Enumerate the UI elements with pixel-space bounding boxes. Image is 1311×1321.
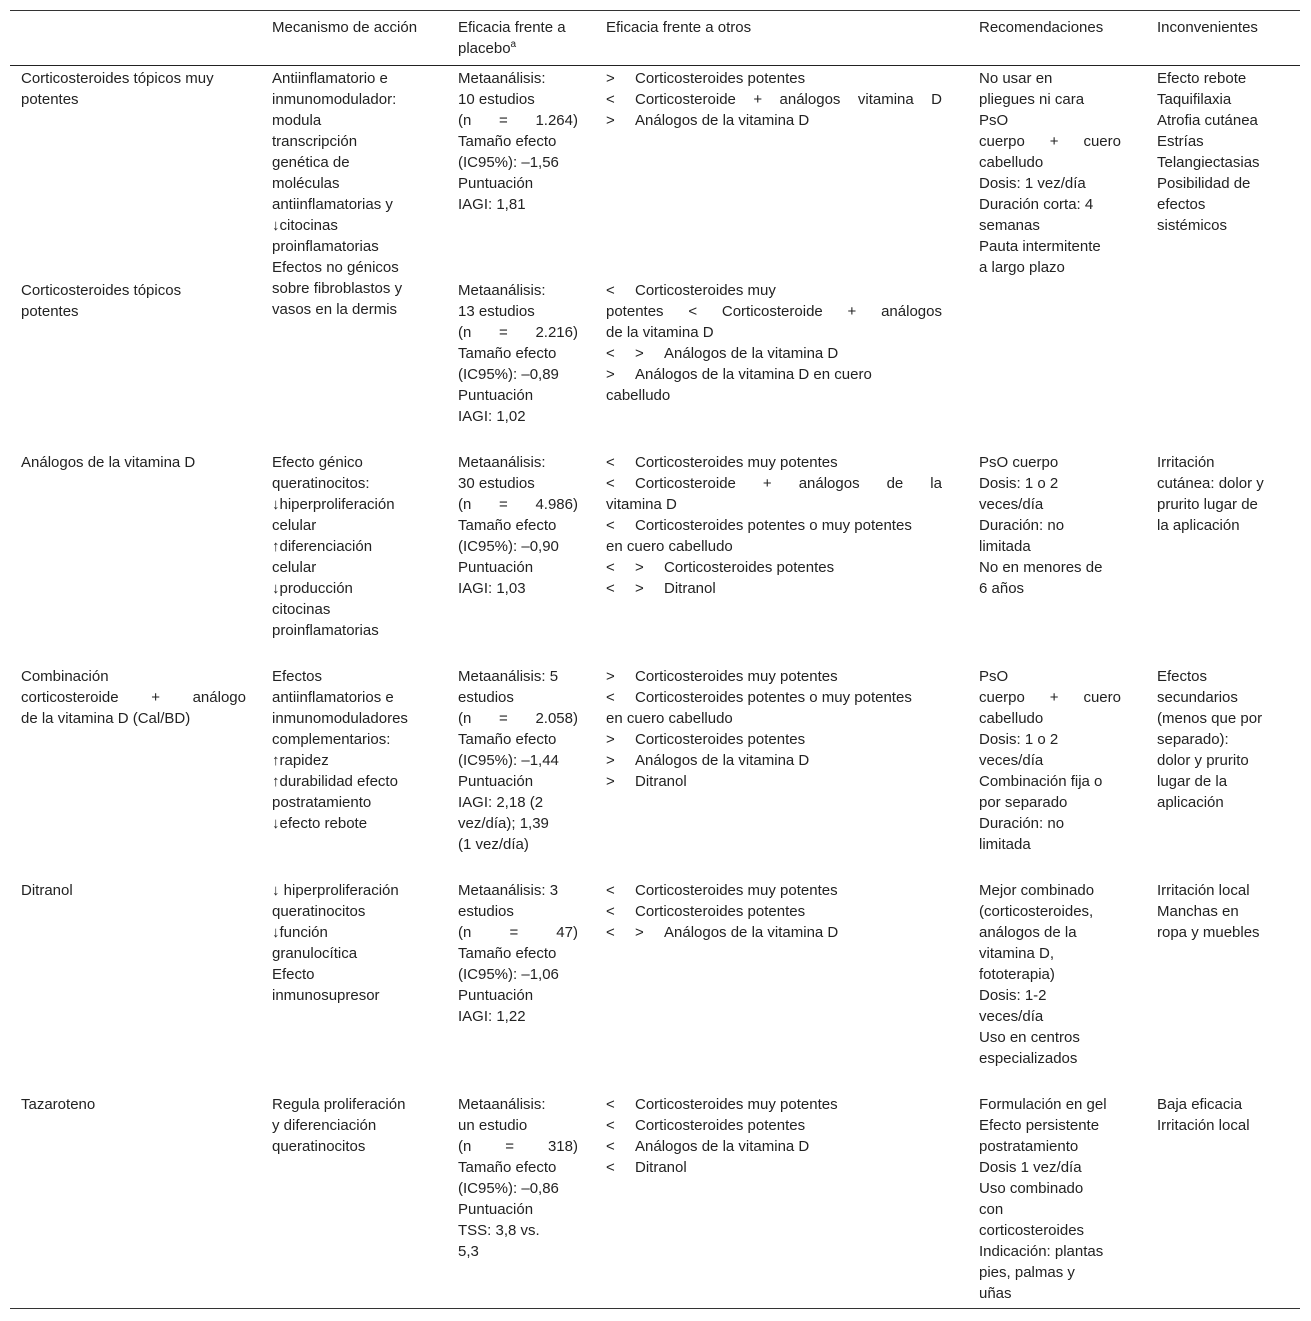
cell-line: IAGI: 1,03 — [458, 580, 526, 597]
cell-line: prurito lugar de — [1157, 496, 1258, 513]
mechanism-cell — [272, 452, 437, 641]
cell-line: ↓hiperproliferación — [272, 496, 395, 513]
comparison-symbol: < — [606, 689, 615, 706]
cell-line: vitamina D, — [979, 945, 1055, 962]
cell-line: inmunomoduladores — [272, 710, 408, 727]
cell-line: genética de — [272, 154, 350, 171]
cell-line: aplicación — [1157, 794, 1224, 811]
cell-line: ↓efecto rebote — [272, 815, 368, 832]
cell-line: un estudio — [458, 1117, 528, 1134]
cell-line: Dosis: 1 o 2 — [979, 475, 1059, 492]
cell-line: de la vitamina D (Cal/BD) — [21, 710, 191, 727]
cell-line: < > Corticosteroides potentes — [606, 559, 835, 576]
cell-line: Dosis: 1 o 2 — [979, 731, 1059, 748]
comparison-symbol: < — [606, 454, 615, 471]
cell-line: corticosteroide + análogo — [21, 689, 246, 706]
cell-line: < > Análogos de la vitamina D — [606, 924, 839, 941]
cell-line: Puntuación — [458, 387, 534, 404]
comparison-symbol: > — [606, 112, 615, 129]
comparison-symbol: > — [635, 580, 644, 597]
cell-line: (n = 2.058) — [458, 710, 578, 727]
cell-line: > Análogos de la vitamina D en cuero — [606, 366, 872, 383]
cell-line: (menos que por — [1157, 710, 1263, 727]
comparison-symbol: < — [606, 282, 615, 299]
cell-line: dolor y prurito — [1157, 752, 1249, 769]
cell-line: cabelludo — [979, 154, 1044, 171]
cell-line: 6 años — [979, 580, 1025, 597]
table-row — [10, 664, 1300, 878]
cell-line: vasos en la dermis — [272, 301, 398, 318]
mechanism-cell — [272, 1094, 437, 1157]
placebo-cell — [458, 280, 578, 427]
cell-line: corticosteroides — [979, 1222, 1085, 1239]
cell-line: Puntuación — [458, 559, 534, 576]
cell-line: queratinocitos — [272, 1138, 366, 1155]
cell-line: Ditranol — [21, 882, 73, 899]
cell-line: TSS: 3,8 vs. — [458, 1222, 540, 1239]
cell-line: Corticosteroides tópicos — [21, 282, 182, 299]
cell-line: > Corticosteroides muy potentes — [606, 668, 838, 685]
others-cell — [606, 666, 942, 792]
cell-line: Dosis: 1 vez/día — [979, 175, 1086, 192]
cell-line: Regula proliferación — [272, 1096, 406, 1113]
cell-line: > Análogos de la vitamina D — [606, 752, 810, 769]
comparison-symbol: < — [606, 1096, 615, 1113]
cell-line: pies, palmas y — [979, 1264, 1075, 1281]
comparison-symbol: < — [606, 517, 615, 534]
comparison-symbol: > — [635, 924, 644, 941]
cell-line: transcripción — [272, 133, 358, 150]
cell-line: postratamiento — [979, 1138, 1079, 1155]
cell-line: (IC95%): –0,89 — [458, 366, 559, 383]
cell-line: postratamiento — [272, 794, 372, 811]
placebo-cell — [458, 880, 578, 1027]
cell-line: No usar en — [979, 70, 1053, 87]
cell-line: PsO — [979, 668, 1009, 685]
cell-line: cuerpo + cuero — [979, 133, 1121, 150]
cell-line: a largo plazo — [979, 259, 1065, 276]
cell-line: efectos — [1157, 196, 1206, 213]
cell-line: veces/día — [979, 496, 1044, 513]
cell-line: Formulación en gel — [979, 1096, 1107, 1113]
others-cell — [606, 68, 942, 131]
cell-line: Metaanálisis: 5 — [458, 668, 559, 685]
cell-line: Metaanálisis: — [458, 282, 546, 299]
cell-line: celular — [272, 517, 317, 534]
comparison-symbol: < — [606, 1138, 615, 1155]
cell-line: Puntuación — [458, 773, 534, 790]
cell-line: Metaanálisis: — [458, 454, 546, 471]
comparison-symbol: > — [606, 366, 615, 383]
cell-line: estudios — [458, 903, 514, 920]
cell-line: 5,3 — [458, 1243, 479, 1260]
comparison-symbol: < — [606, 475, 615, 492]
cell-line: uñas — [979, 1285, 1012, 1302]
cell-line: Duración corta: 4 — [979, 196, 1094, 213]
recommendations-cell — [979, 452, 1121, 599]
cell-line: pliegues ni cara — [979, 91, 1085, 108]
cell-line: Puntuación — [458, 175, 534, 192]
treatment-name — [21, 666, 246, 729]
cell-line: < Corticosteroides potentes — [606, 1117, 806, 1134]
cell-line: ↑rapidez — [272, 752, 329, 769]
cell-line: celular — [272, 559, 317, 576]
table-row — [10, 878, 1300, 1092]
cell-line: Tamaño efecto — [458, 731, 557, 748]
placebo-cell — [458, 68, 578, 215]
mechanism-cell — [272, 880, 437, 1006]
cell-line: (IC95%): –1,56 — [458, 154, 559, 171]
cell-line: (n = 2.216) — [458, 324, 578, 341]
drawbacks-cell — [1157, 666, 1297, 813]
placebo-cell — [458, 452, 578, 599]
cell-line: > Análogos de la vitamina D — [606, 112, 810, 129]
cell-line: (IC95%): –0,86 — [458, 1180, 559, 1197]
cell-line: Análogos de la vitamina D — [21, 454, 196, 471]
cell-line: potentes — [21, 303, 79, 320]
cell-line: queratinocitos: — [272, 475, 370, 492]
comparison-symbol: < — [606, 91, 615, 108]
cell-line: y diferenciación — [272, 1117, 377, 1134]
cell-line: IAGI: 2,18 (2 — [458, 794, 544, 811]
table-row — [10, 278, 1300, 450]
cell-line: moléculas — [272, 175, 340, 192]
placebo-cell — [458, 666, 578, 855]
cell-line: < Corticosteroides muy potentes — [606, 882, 838, 899]
cell-line: especializados — [979, 1050, 1078, 1067]
cell-line: Pauta intermitente — [979, 238, 1101, 255]
cell-line: Atrofia cutánea — [1157, 112, 1258, 129]
cell-line: fototerapia) — [979, 966, 1055, 983]
cell-line: cuerpo + cuero — [979, 689, 1121, 706]
cell-line: < Corticosteroides potentes o muy potentes — [606, 517, 912, 534]
cell-line: < Corticosteroide + análogos de la — [606, 475, 942, 492]
cell-line: Indicación: plantas — [979, 1243, 1104, 1260]
treatment-name — [21, 880, 246, 901]
cell-line: Combinación — [21, 668, 109, 685]
cell-line: Tamaño efecto — [458, 517, 557, 534]
cell-line: Estrías — [1157, 133, 1204, 150]
cell-line: la aplicación — [1157, 517, 1240, 534]
cell-line: antiinflamatorias y — [272, 196, 393, 213]
cell-line: Posibilidad de — [1157, 175, 1251, 192]
cell-line: Combinación fija o — [979, 773, 1103, 790]
cell-line: Manchas en — [1157, 903, 1239, 920]
cell-line: Tamaño efecto — [458, 945, 557, 962]
drawbacks-cell — [1157, 452, 1297, 536]
recommendations-cell — [979, 1094, 1121, 1304]
cell-line: Antiinflamatorio e — [272, 70, 388, 87]
comparison-symbol: < — [606, 882, 615, 899]
table-row — [10, 450, 1300, 664]
cell-line: proinflamatorias — [272, 622, 379, 639]
cell-line: vez/día); 1,39 — [458, 815, 549, 832]
cell-line: en cuero cabelludo — [606, 710, 733, 727]
cell-line: Uso en centros — [979, 1029, 1080, 1046]
cell-line: sistémicos — [1157, 217, 1228, 234]
mechanism-cell — [272, 666, 437, 834]
table-body — [10, 66, 1300, 1308]
cell-line: 30 estudios — [458, 475, 535, 492]
comparison-symbol: > — [606, 752, 615, 769]
cell-line: con — [979, 1201, 1004, 1218]
cell-line: Metaanálisis: 3 — [458, 882, 559, 899]
cell-line: ↓función — [272, 924, 328, 941]
cell-line: ↑diferenciación — [272, 538, 373, 555]
cell-line: cabelludo — [979, 710, 1044, 727]
header-drawbacks: Inconvenientes — [1157, 19, 1258, 36]
placebo-cell — [458, 1094, 578, 1262]
cell-line: separado): — [1157, 731, 1229, 748]
others-cell — [606, 1094, 942, 1178]
table-header — [10, 11, 1300, 66]
comparison-symbol: < — [606, 345, 615, 362]
cell-line: No en menores de — [979, 559, 1103, 576]
others-cell — [606, 880, 942, 943]
cell-line: Metaanálisis: — [458, 1096, 546, 1113]
cell-line: PsO cuerpo — [979, 454, 1059, 471]
comparison-symbol: < — [606, 580, 615, 597]
cell-line: ropa y muebles — [1157, 924, 1260, 941]
cell-line: Corticosteroides tópicos muy — [21, 70, 214, 87]
cell-line: < Corticosteroides muy potentes — [606, 1096, 838, 1113]
cell-line: IAGI: 1,22 — [458, 1008, 526, 1025]
cell-line: de la vitamina D — [606, 324, 714, 341]
recommendations-cell — [979, 68, 1121, 278]
cell-line: Puntuación — [458, 987, 534, 1004]
cell-line: (1 vez/día) — [458, 836, 529, 853]
comparison-symbol: > — [635, 559, 644, 576]
cell-line: 10 estudios — [458, 91, 535, 108]
cell-line: Tamaño efecto — [458, 133, 557, 150]
cell-line: ↓ hiperproliferación — [272, 882, 399, 899]
cell-line: citocinas — [272, 601, 331, 618]
cell-line: (n = 318) — [458, 1138, 578, 1155]
others-cell — [606, 280, 942, 406]
comparison-symbol: < — [606, 924, 615, 941]
cell-line: (IC95%): –1,44 — [458, 752, 559, 769]
cell-line: Puntuación — [458, 1201, 534, 1218]
cell-line: Taquifilaxia — [1157, 91, 1232, 108]
comparison-symbol: < — [606, 559, 615, 576]
cell-line: < > Análogos de la vitamina D — [606, 345, 839, 362]
cell-line: semanas — [979, 217, 1040, 234]
drawbacks-cell — [1157, 880, 1297, 943]
cell-line: granulocítica — [272, 945, 358, 962]
cell-line: Uso combinado — [979, 1180, 1084, 1197]
cell-line: Tamaño efecto — [458, 345, 557, 362]
cell-line: Efectos no génicos — [272, 259, 399, 276]
cell-line: (IC95%): –0,90 — [458, 538, 559, 555]
cell-line: < Corticosteroides potentes o muy potentes — [606, 689, 912, 706]
cell-line: secundarios — [1157, 689, 1238, 706]
drawbacks-cell — [1157, 1094, 1297, 1136]
cell-line: Tamaño efecto — [458, 1159, 557, 1176]
cell-line: Duración: no — [979, 517, 1065, 534]
recommendations-cell — [979, 666, 1121, 855]
treatment-name — [21, 452, 246, 473]
recommendations-cell — [979, 880, 1121, 1069]
cell-line: Efectos — [272, 668, 323, 685]
cell-line: (n = 47) — [458, 924, 578, 941]
cell-line: Irritación — [1157, 454, 1215, 471]
cell-line: (IC95%): –1,06 — [458, 966, 559, 983]
comparison-symbol: > — [606, 731, 615, 748]
cell-line: limitada — [979, 836, 1031, 853]
cell-line: ↑durabilidad efecto — [272, 773, 398, 790]
cell-line: lugar de la — [1157, 773, 1228, 790]
cell-line: Metaanálisis: — [458, 70, 546, 87]
treatment-name — [21, 280, 246, 322]
cell-line: veces/día — [979, 752, 1044, 769]
cell-line: (n = 1.264) — [458, 112, 578, 129]
drawbacks-cell — [1157, 68, 1297, 236]
cell-line: ↓producción — [272, 580, 353, 597]
cell-line: Tazaroteno — [21, 1096, 96, 1113]
cell-line: cutánea: dolor y — [1157, 475, 1264, 492]
cell-line: < > Ditranol — [606, 580, 716, 597]
cell-line: modula — [272, 112, 322, 129]
cell-line: potentes — [21, 91, 79, 108]
cell-line: Efecto génico — [272, 454, 363, 471]
comparison-symbol: < — [606, 1117, 615, 1134]
comparison-symbol: > — [606, 70, 615, 87]
footnote-marker: a — [510, 39, 517, 50]
header-others: Eficacia frente a otros — [606, 19, 752, 36]
cell-line: (corticosteroides, — [979, 903, 1094, 920]
cell-line: (n = 4.986) — [458, 496, 578, 513]
comparison-symbol: > — [606, 773, 615, 790]
cell-line: Efecto rebote — [1157, 70, 1247, 87]
cell-line: inmunosupresor — [272, 987, 380, 1004]
comparison-symbol: > — [635, 345, 644, 362]
cell-line: Dosis: 1-2 — [979, 987, 1047, 1004]
header-mechanism: Mecanismo de acción — [272, 19, 418, 36]
treatment-name — [21, 1094, 246, 1115]
cell-line: Duración: no — [979, 815, 1065, 832]
cell-line: análogos de la — [979, 924, 1077, 941]
header-placebo: Eficacia frente a placebo$^a$ — [458, 19, 566, 57]
cell-line: > Corticosteroides potentes — [606, 70, 806, 87]
cell-line: Telangiectasias — [1157, 154, 1260, 171]
others-cell — [606, 452, 942, 599]
cell-line: Mejor combinado — [979, 882, 1095, 899]
cell-line: Dosis 1 vez/día — [979, 1159, 1082, 1176]
cell-line: < Corticosteroides muy — [606, 282, 776, 299]
cell-line: vitamina D — [606, 496, 677, 513]
cell-line: Irritación local — [1157, 882, 1250, 899]
cell-line: Efecto — [272, 966, 315, 983]
cell-line: PsO — [979, 112, 1009, 129]
cell-line: < Corticosteroide + análogos vitamina D — [606, 91, 942, 108]
cell-line: < Corticosteroides potentes — [606, 903, 806, 920]
cell-line: limitada — [979, 538, 1031, 555]
treatment-name — [21, 68, 246, 110]
cell-line: complementarios: — [272, 731, 391, 748]
cell-line: en cuero cabelludo — [606, 538, 733, 555]
comparison-table — [10, 10, 1300, 1309]
cell-line: potentes < Corticosteroide + análogos — [606, 303, 942, 320]
cell-line: sobre fibroblastos y — [272, 280, 403, 297]
comparison-symbol: > — [606, 668, 615, 685]
cell-line: 13 estudios — [458, 303, 535, 320]
cell-line: Baja eficacia — [1157, 1096, 1243, 1113]
cell-line: estudios — [458, 689, 514, 706]
cell-line: < Análogos de la vitamina D — [606, 1138, 810, 1155]
cell-line: por separado — [979, 794, 1068, 811]
cell-line: ↓citocinas — [272, 217, 338, 234]
cell-line: Efecto persistente — [979, 1117, 1100, 1134]
table-row — [10, 1092, 1300, 1308]
cell-line: IAGI: 1,02 — [458, 408, 526, 425]
cell-line: antiinflamatorios e — [272, 689, 394, 706]
comparison-symbol: < — [606, 903, 615, 920]
cell-line: Irritación local — [1157, 1117, 1250, 1134]
cell-line: veces/día — [979, 1008, 1044, 1025]
cell-line: cabelludo — [606, 387, 671, 404]
cell-line: > Corticosteroides potentes — [606, 731, 806, 748]
cell-line: > Ditranol — [606, 773, 687, 790]
header-recommendations: Recomendaciones — [979, 19, 1104, 36]
comparison-symbol: < — [606, 1159, 615, 1176]
cell-line: queratinocitos — [272, 903, 366, 920]
cell-line: proinflamatorias — [272, 238, 379, 255]
cell-line: IAGI: 1,81 — [458, 196, 526, 213]
cell-line: < Ditranol — [606, 1159, 687, 1176]
cell-line: inmunomodulador: — [272, 91, 397, 108]
cell-line: Efectos — [1157, 668, 1208, 685]
cell-line: < Corticosteroides muy potentes — [606, 454, 838, 471]
